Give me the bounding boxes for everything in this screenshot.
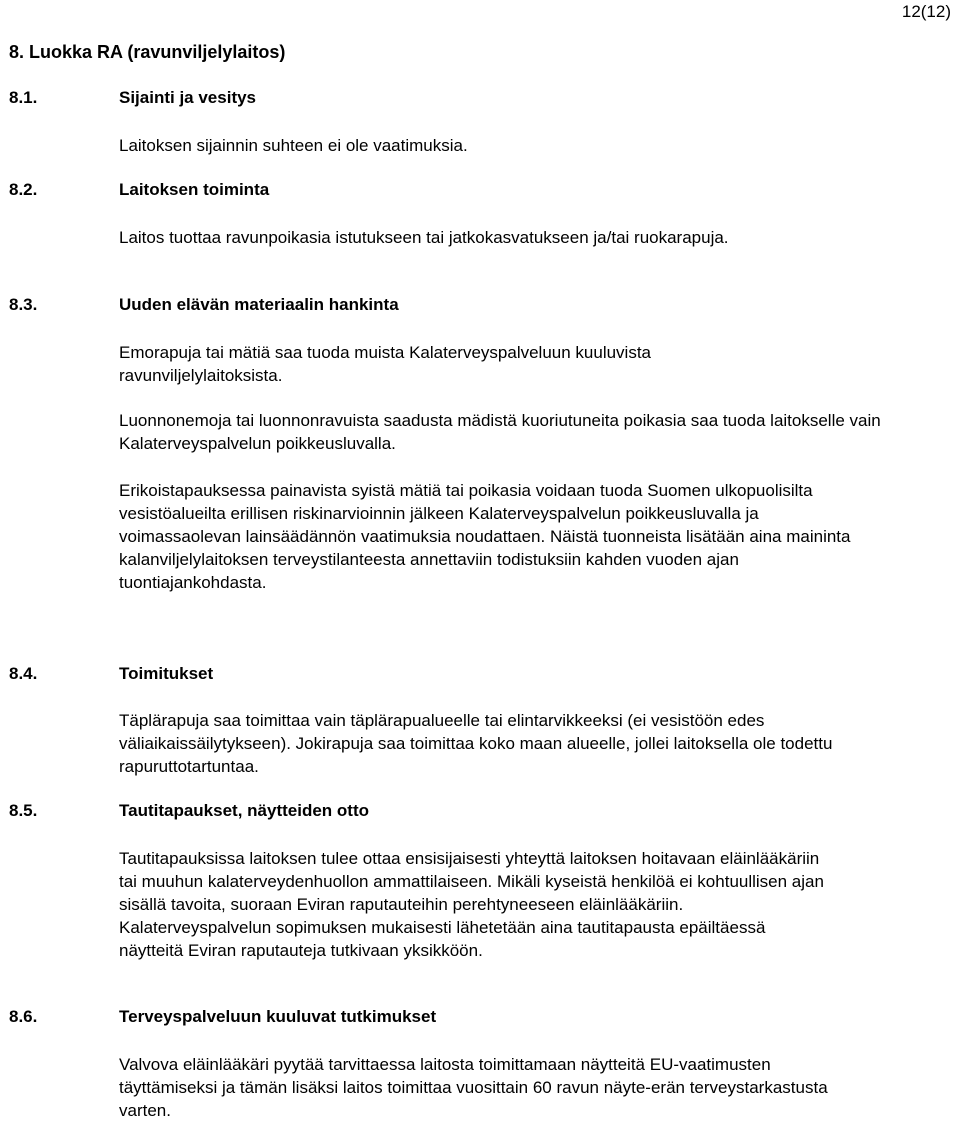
section-number-8-6: 8.6. [9,1007,38,1026]
section-number-8-2: 8.2. [9,180,38,199]
section-number-8-1: 8.1. [9,88,38,107]
section-number-8-4: 8.4. [9,664,38,683]
section-number-8-3: 8.3. [9,295,38,314]
section-number-8-5: 8.5. [9,801,38,820]
section-title-8-2: Laitoksen toiminta [119,180,270,199]
section-title-8-4: Toimitukset [119,664,214,683]
section-title-8-3: Uuden elävän materiaalin hankinta [119,295,399,314]
section-8-3-paragraph-3: Erikoistapauksessa painavista syistä mätiä tai poikasia voidaan tuoda Suomen ulkopuolisilta vesistöalueilta erillisen riskinarvioinnin jälkeen Kalaterveyspalvelun poikkeusluvalla ja voimassaolevan lainsäädännön vaatimuksia noudattaen. Näistä tuonneista lisätään aina maininta kalanviljelylaitoksen terveystilanteesta annettaviin todistuksiin kahden vuoden ajan tuontiajankohdasta. [119,481,851,592]
section-8-3-paragraph-1: Emorapuja tai mätiä saa tuoda muista Kalaterveyspalveluun kuuluvista ravunviljelylaitoksista. [119,343,652,385]
section-title-8-6: Terveyspalveluun kuuluvat tutkimukset [119,1007,437,1026]
section-8-2-paragraph-1: Laitos tuottaa ravunpoikasia istutukseen tai jatkokasvatukseen ja/tai ruokarapuja. [119,228,729,247]
section-title-8-5: Tautitapaukset, näytteiden otto [119,801,369,820]
section-8-5-paragraph-1: Tautitapauksissa laitoksen tulee ottaa ensisijaisesti yhteyttä laitoksen hoitavaan eläinlääkäriin tai muuhun kalaterveydenhuollon ammattilaiseen. Mikäli kyseistä henkilöä ei kohtuullisen ajan sisällä tavoita, suoraan Eviran raputauteihin perehtyneeseen eläinlääkäriin. Kalaterveyspalvelun sopimuksen mukaisesti lähetetään aina tautitapausta epäiltäessä näytteitä Eviran raputauteja tutkivaan yksikköön. [119,849,824,960]
section-8-6-paragraph-1: Valvova eläinlääkäri pyytää tarvittaessa laitosta toimittamaan näytteitä EU-vaatimusten täyttämiseksi ja tämän lisäksi laitos toimittaa vuosittain 60 ravun näyte-erän terveystarkastusta varten. [119,1055,828,1120]
chapter-title: 8. Luokka RA (ravunviljelylaitos) [9,42,286,62]
section-8-1-paragraph-1: Laitoksen sijainnin suhteen ei ole vaatimuksia. [119,136,468,155]
section-title-8-1: Sijainti ja vesitys [119,88,257,107]
section-8-3-paragraph-2: Luonnonemoja tai luonnonravuista saadusta mädistä kuoriutuneita poikasia saa tuoda laitokselle vain Kalaterveyspalvelun poikkeusluvalla. [119,411,881,453]
page-number: 12(12) [901,2,951,21]
section-8-4-paragraph-1: Täplärapuja saa toimittaa vain täplärapualueelle tai elintarvikkeeksi (ei vesistöön edes väliaikaissäilytykseen). Jokirapuja saa toimittaa koko maan alueelle, jollei laitoksella ole todettu rapuruttotartuntaa. [119,711,833,776]
